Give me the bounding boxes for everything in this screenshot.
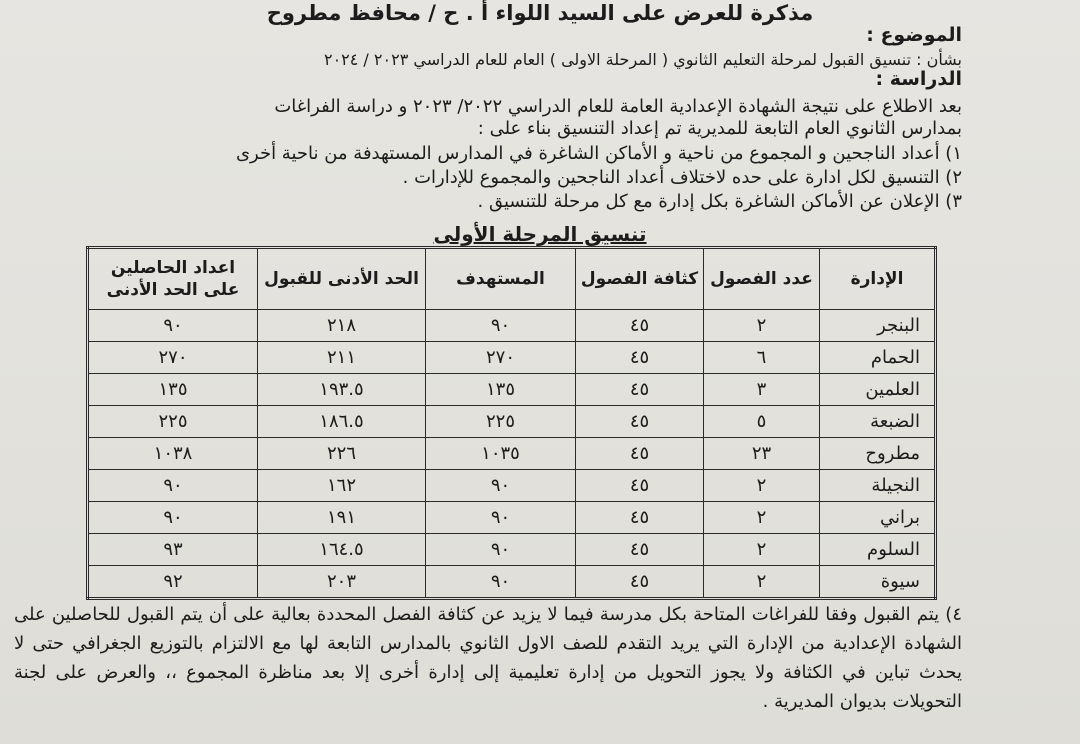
cell-classes: ٢ [704,470,820,502]
cell-density: ٤٥ [576,438,704,470]
cell-admin: السلوم [820,534,936,566]
cell-count-min: ٩٠ [88,470,258,502]
cell-classes: ٢٣ [704,438,820,470]
cell-count-min: ٩٠ [88,310,258,342]
table-row [88,406,936,438]
cell-count-min: ١٣٥ [88,374,258,406]
header-target: المستهدف [426,248,576,310]
cell-min-score: ١٩١ [258,502,426,534]
header-admin: الإدارة [820,248,936,310]
cell-min-score: ٢١٨ [258,310,426,342]
cell-min-score: ٢١١ [258,342,426,374]
cell-count-min: ٩٢ [88,566,258,599]
cell-target: ١٠٣٥ [426,438,576,470]
table-row [88,566,936,599]
cell-count-min: ٢٢٥ [88,406,258,438]
study-items [236,142,962,214]
cell-admin: مطروح [820,438,936,470]
table-title: تنسيق المرحلة الأولى [433,222,647,246]
cell-target: ٩٠ [426,534,576,566]
study-label: الدراسة : [875,68,962,90]
cell-min-score: ١٩٣.٥ [258,374,426,406]
cell-density: ٤٥ [576,566,704,599]
table-row [88,310,936,342]
header-classes: عدد الفصول [704,248,820,310]
cell-admin: العلمين [820,374,936,406]
table-row [88,534,936,566]
cell-density: ٤٥ [576,342,704,374]
cell-admin: براني [820,502,936,534]
cell-count-min: ١٠٣٨ [88,438,258,470]
study-item: ٣) الإعلان عن الأماكن الشاغرة بكل إدارة مع كل مرحلة للتنسيق . [477,191,962,212]
cell-density: ٤٥ [576,406,704,438]
cell-min-score: ١٦٢ [258,470,426,502]
coordination-table [86,246,937,600]
cell-density: ٤٥ [576,310,704,342]
cell-classes: ٢ [704,534,820,566]
cell-target: ١٣٥ [426,374,576,406]
subject-label: الموضوع : [866,24,962,46]
cell-admin: النجيلة [820,470,936,502]
cell-min-score: ٢٠٣ [258,566,426,599]
study-item: ٢) التنسيق لكل ادارة على حده لاختلاف أعداد الناجحين والمجموع للإدارات . [402,167,962,188]
cell-density: ٤٥ [576,470,704,502]
cell-count-min: ٩٠ [88,502,258,534]
cell-density: ٤٥ [576,374,704,406]
cell-target: ٢٢٥ [426,406,576,438]
cell-admin: الضبعة [820,406,936,438]
table-row [88,374,936,406]
cell-classes: ٢ [704,502,820,534]
cell-classes: ٢ [704,310,820,342]
cell-min-score: ١٨٦.٥ [258,406,426,438]
cell-classes: ٣ [704,374,820,406]
cell-count-min: ٩٣ [88,534,258,566]
cell-admin: البنجر [820,310,936,342]
cell-admin: سيوة [820,566,936,599]
cell-classes: ٥ [704,406,820,438]
cell-min-score: ٢٢٦ [258,438,426,470]
cell-target: ٢٧٠ [426,342,576,374]
subject-text: بشأن : تنسيق القبول لمرحلة التعليم الثانوي ( المرحلة الاولى ) العام للعام الدراسي ٢٠٢٣ / ٢٠٢٤ [323,50,962,69]
header-count-min: اعداد الحاصلين على الحد الأدنى [88,248,258,310]
study-item: ١) أعداد الناجحين و المجموع من ناحية و الأماكن الشاغرة في المدارس المستهدفة من ناحية أخرى [235,143,962,164]
cell-count-min: ٢٧٠ [88,342,258,374]
header-density: كثافة الفصول [576,248,704,310]
cell-admin: الحمام [820,342,936,374]
table-row [88,502,936,534]
cell-min-score: ١٦٤.٥ [258,534,426,566]
study-line-2: بمدارس الثانوي العام التابعة للمديرية تم إعداد التنسيق بناء على : [477,118,962,139]
table-row [88,438,936,470]
table-row [88,470,936,502]
closing-paragraph: ٤) يتم القبول وفقا للفراغات المتاحة بكل مدرسة فيما لا يزيد عن كثافة الفصل المحددة بعالية على أن يتم القبول للحاصلين على الشهادة الإعدادية من الإدارة التي يريد التقدم للصف الاول الثانوي بالمدارس التابعة لها مع الالتزام بالتوزيع الجغرافي حتى لا يحدث تباين في الكثافة ولا يجوز التحويل من إدارة تعليمية إلى إدارة أخرى إلا بعد مناظرة المجموع ،، والعرض على لجنة التحويلات بديوان المديرية . [14,604,962,712]
cell-density: ٤٥ [576,502,704,534]
table-header-row [88,248,936,310]
header-min-score: الحد الأدنى للقبول [258,248,426,310]
table-row [88,342,936,374]
cell-target: ٩٠ [426,310,576,342]
cell-classes: ٢ [704,566,820,599]
memo-heading: مذكرة للعرض على السيد اللواء أ . ح / محافظ مطروح [266,1,814,25]
study-line-1: بعد الاطلاع على نتيجة الشهادة الإعدادية العامة للعام الدراسي ٢٠٢٢/ ٢٠٢٣ و دراسة الفراغات [274,96,962,117]
cell-density: ٤٥ [576,534,704,566]
cell-target: ٩٠ [426,566,576,599]
cell-classes: ٦ [704,342,820,374]
cell-target: ٩٠ [426,502,576,534]
cell-target: ٩٠ [426,470,576,502]
